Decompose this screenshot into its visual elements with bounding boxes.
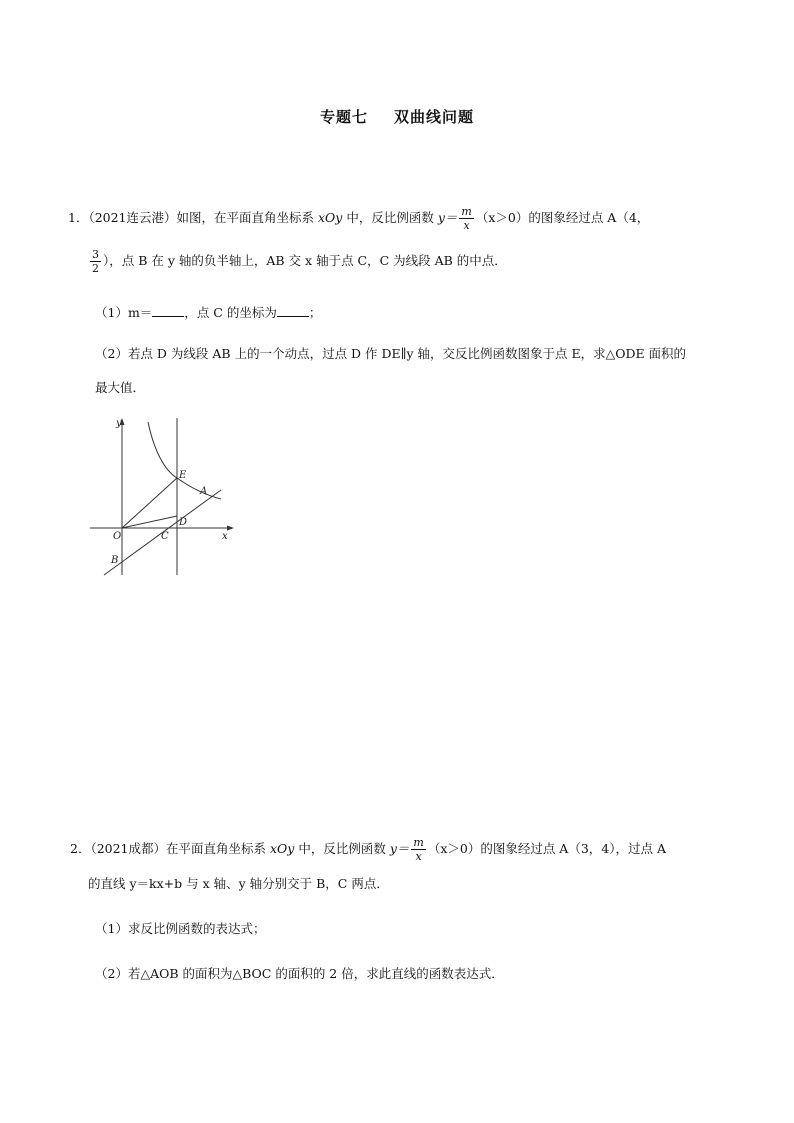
q2-sub2: （2）若△AOB 的面积为△BOC 的面积的 2 倍，求此直线的函数表达式．	[95, 966, 504, 981]
label-a: A	[200, 486, 208, 497]
segment-oe	[122, 478, 177, 528]
q1-line-1	[68, 205, 649, 232]
label-d: D	[179, 517, 188, 528]
q1-sub1-mid: ，点 C 的坐标为	[184, 305, 277, 320]
q2-line-2: 的直线 y＝kx+b 与 x 轴、y 轴分别交于 B，C 两点．	[88, 876, 389, 891]
q2-fraction-m-over-x: $\frac{m}{x}$	[413, 836, 424, 863]
label-x: x	[222, 531, 228, 542]
q2-var-xoy: xOy	[270, 841, 295, 856]
hyperbola-curve	[148, 422, 221, 499]
q2-y-eq: y＝	[389, 841, 410, 856]
q1-fraction-m-over-x: $\frac{m}{x}$	[461, 205, 472, 232]
q1-sub2-line-2: 最大值．	[95, 380, 146, 395]
segment-od	[122, 516, 177, 528]
q1-intro: 1．（2021连云港）如图，在平面直角坐标系	[68, 210, 318, 225]
q2-text-mid: 中，反比例函数	[294, 841, 390, 856]
q1-fraction-3-over-2: $\frac{3}{2}$	[92, 248, 99, 275]
title-part-1: 专题七	[319, 108, 368, 126]
coordinate-figure	[84, 410, 244, 585]
q2-line-1	[70, 836, 666, 863]
label-y: y	[116, 418, 122, 429]
q1-sub1	[95, 304, 321, 321]
q2-sub1: （1）求反比例函数的表达式；	[95, 921, 266, 936]
q1-answer-blank-c[interactable]	[277, 304, 309, 317]
q1-sub2-line-1: （2）若点 D 为线段 AB 上的一个动点，过点 D 作 DE∥y 轴，交反比例函数图象于点 E，求△ODE 面积的	[95, 346, 687, 361]
q1-sub1-pre: （1）m＝	[95, 305, 153, 320]
q1-var-xoy: xOy	[318, 210, 343, 225]
q1-text-line2: ），点 B 在 y 轴的负半轴上，AB 交 x 轴于点 C，C 为线段 AB 的中点．	[103, 253, 507, 268]
title-part-2: 双曲线问题	[394, 108, 475, 126]
q1-text-post: （x＞0）的图象经过点 A（4，	[475, 210, 650, 225]
q2-text-post: （x＞0）的图象经过点 A（3，4），过点 A	[427, 841, 666, 856]
q1-y-eq: y＝	[437, 210, 458, 225]
q2-intro: 2．（2021成都）在平面直角坐标系	[70, 841, 270, 856]
q1-sub1-post: ；	[308, 305, 322, 320]
page-title	[0, 106, 794, 127]
q1-answer-blank-m[interactable]	[152, 304, 184, 317]
q1-line-2	[88, 248, 507, 275]
label-o: O	[113, 531, 122, 542]
label-b: B	[111, 555, 119, 566]
x-axis-arrow	[227, 526, 234, 531]
label-e: E	[179, 470, 187, 481]
q1-text-mid: 中，反比例函数	[342, 210, 438, 225]
label-c: C	[161, 531, 169, 542]
